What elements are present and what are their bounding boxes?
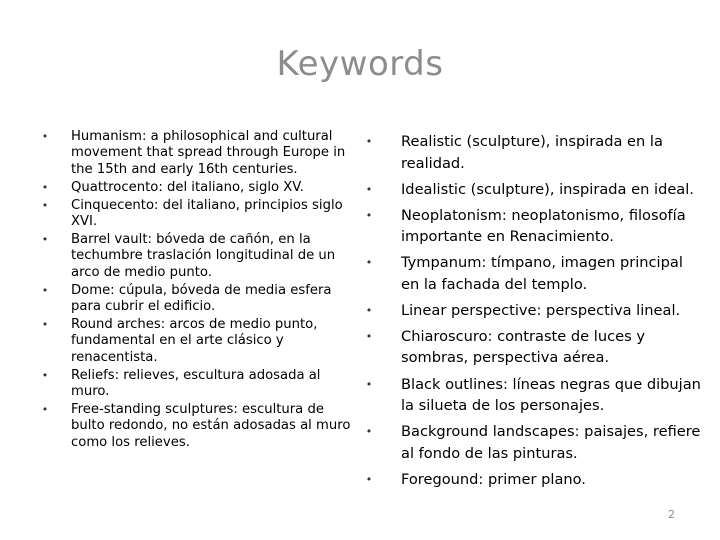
list-item — [365, 205, 701, 248]
list-item — [365, 131, 701, 174]
list-item — [365, 326, 701, 369]
keyword-text: Barrel vault: bóveda de cañón, en la techumbre traslación longitudinal de un arco de medio punto. — [71, 231, 336, 280]
left-keyword-list — [41, 129, 353, 453]
list-item — [41, 197, 353, 231]
bullet-icon: • — [365, 182, 373, 196]
bullet-icon: • — [365, 208, 373, 222]
bullet-icon: • — [365, 472, 373, 486]
bullet-icon: • — [41, 130, 49, 143]
keyword-text: Realistic (sculpture), inspirada en la realidad. — [401, 133, 663, 172]
keyword-text: Quattrocento: del italiano, siglo XV. — [71, 179, 304, 195]
keyword-text: Chiaroscuro: contraste de luces y sombras, perspectiva aérea. — [401, 327, 645, 367]
list-item — [41, 367, 353, 401]
keyword-text: Black outlines: líneas negras que dibujan la silueta de los personajes. — [401, 375, 701, 415]
bullet-icon: • — [41, 368, 49, 382]
list-item — [41, 231, 353, 281]
bullet-icon: • — [41, 180, 49, 194]
keyword-text: Free-standing sculptures: escultura de bulto redondo, no están adosadas al muro como los relieves. — [71, 402, 351, 450]
bullet-icon: • — [365, 135, 373, 148]
slide-title: Keywords — [276, 44, 444, 84]
list-item — [365, 421, 701, 464]
list-item — [365, 300, 701, 322]
keyword-text: Round arches: arcos de medio punto, fundamental en el arte clásico y renacentista. — [71, 316, 318, 365]
keyword-text: Idealistic (sculpture), inspirada en ideal. — [401, 180, 694, 198]
page-number: 2 — [668, 508, 675, 521]
bullet-icon: • — [41, 232, 49, 246]
list-item — [41, 282, 353, 316]
keyword-text: Background landscapes: paisajes, refiere al fondo de las pinturas. — [401, 423, 701, 462]
bullet-icon: • — [365, 425, 373, 439]
list-item — [41, 179, 353, 196]
list-item — [41, 402, 353, 451]
bullet-icon: • — [41, 317, 49, 331]
bullet-icon: • — [41, 283, 49, 297]
keyword-text: Neoplatonism: neoplatonismo, filosofía importante en Renacimiento. — [401, 206, 686, 246]
bullet-icon: • — [365, 303, 373, 317]
bullet-icon: • — [41, 403, 49, 416]
list-item — [41, 129, 353, 178]
keyword-text: Humanism: a philosophical and cultural movement that spread through Europe in the 15th and early 16th centuries. — [71, 129, 346, 177]
bullet-icon: • — [365, 377, 373, 391]
list-item — [365, 252, 701, 295]
bullet-icon: • — [365, 256, 373, 270]
keyword-text: Foregound: primer plano. — [401, 470, 586, 488]
list-item — [365, 179, 701, 201]
right-keyword-list — [365, 131, 701, 495]
keyword-text: Tympanum: tímpano, imagen principal en la fachada del templo. — [401, 254, 683, 293]
list-item — [365, 469, 701, 491]
keyword-text: Cinquecento: del italiano, principios siglo XVI. — [71, 197, 343, 230]
list-item — [365, 374, 701, 417]
keyword-text: Dome: cúpula, bóveda de media esfera para cubrir el edificio. — [71, 282, 332, 315]
keyword-text: Reliefs: relieves, escultura adosada al muro. — [71, 367, 321, 400]
list-item — [41, 316, 353, 366]
bullet-icon: • — [365, 329, 373, 343]
keyword-text: Linear perspective: perspectiva lineal. — [401, 301, 681, 319]
bullet-icon: • — [41, 198, 49, 212]
